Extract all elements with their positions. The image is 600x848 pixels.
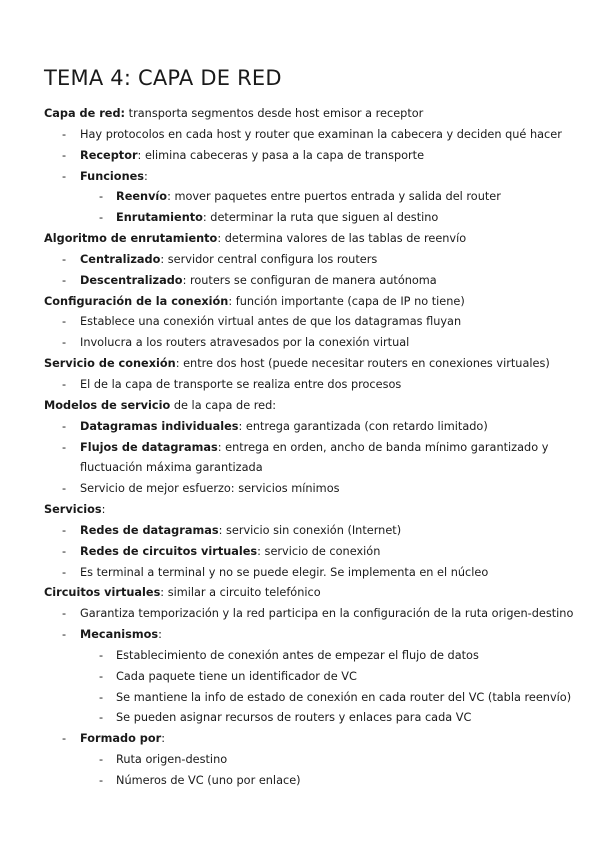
notes-body: [0, 104, 600, 792]
bullet-dash: -: [62, 565, 67, 579]
line-rest-text: Números de VC (uno por enlace): [116, 774, 301, 787]
bullet-item: [0, 187, 600, 208]
line-rest-text: Se mantiene la info de estado de conexión en cada router del VC (tabla reenvío): [116, 690, 572, 704]
line-rest-text: :: [158, 628, 162, 642]
bullet-item: [0, 417, 600, 438]
bold-term: Configuración de la conexión: [44, 294, 229, 308]
bullet-dash: -: [62, 419, 67, 433]
line-text: [80, 563, 488, 584]
line-text: [116, 688, 571, 709]
line-rest-text: :: [101, 503, 106, 517]
bullet-dash: -: [62, 523, 67, 537]
bullet-dash: -: [62, 440, 67, 454]
section-heading-line: [0, 354, 600, 375]
bold-term: Receptor: [80, 148, 138, 162]
line-text: [80, 438, 548, 459]
bold-term: Servicios: [44, 503, 102, 517]
bullet-item: [0, 438, 600, 459]
line-text: [80, 125, 562, 146]
line-rest-text: Establecimiento de conexión antes de empezar el flujo de datos: [116, 648, 479, 662]
line-rest-text: Es terminal a terminal y no se puede elegir. Se implementa en el núcleo: [80, 565, 489, 579]
bold-term: Reenvío: [116, 190, 168, 204]
section-heading-line: [0, 229, 600, 250]
line-rest-text: : determina valores de las tablas de reenvío: [217, 232, 467, 246]
line-text: [80, 333, 409, 354]
bullet-dash: -: [62, 148, 67, 162]
bold-term: Descentralizado: [80, 273, 183, 287]
line-text: [80, 479, 340, 500]
bullet-dash: -: [62, 482, 67, 496]
bullet-item: [0, 146, 600, 167]
bullet-item: [0, 625, 600, 646]
bold-term: Datagramas individuales: [80, 419, 239, 433]
bullet-item: [0, 604, 600, 625]
bold-term: Redes de circuitos virtuales: [80, 544, 258, 558]
bullet-dash: -: [99, 211, 104, 225]
line-text: [44, 354, 550, 375]
line-text: [44, 396, 276, 417]
bold-term: Redes de datagramas: [80, 523, 219, 537]
section-heading-line: [0, 396, 600, 417]
page-title: TEMA 4: CAPA DE RED: [44, 66, 282, 90]
bullet-item: [0, 750, 600, 771]
line-rest-text: : servicio de conexión: [257, 544, 381, 558]
line-text: [116, 667, 357, 688]
line-text: [44, 500, 105, 521]
bullet-item: [0, 167, 600, 188]
bullet-dash: -: [62, 628, 67, 642]
bullet-item: [0, 333, 600, 354]
line-text: [80, 312, 461, 333]
bullet-item: [0, 312, 600, 333]
line-text: [80, 542, 380, 563]
line-text: [80, 417, 488, 438]
line-rest-text: Involucra a los routers atravesados por la conexión virtual: [80, 336, 410, 350]
bullet-dash: -: [99, 774, 104, 787]
line-rest-text: Ruta origen-destino: [116, 753, 228, 767]
section-heading-line: [0, 500, 600, 521]
line-text: [116, 646, 479, 667]
line-text: [44, 229, 466, 250]
line-text: [44, 104, 423, 125]
bold-term: Flujos de datagramas: [80, 440, 218, 454]
line-rest-text: :: [144, 169, 148, 183]
line-rest-text: : entre dos host (puede necesitar routers en conexiones virtuales): [175, 357, 550, 371]
bullet-dash: -: [62, 377, 67, 391]
line-text: [80, 271, 437, 292]
bullet-item: [0, 375, 600, 396]
bullet-item: [0, 542, 600, 563]
line-rest-text: : entrega garantizada (con retardo limitado): [238, 419, 488, 433]
line-rest-text: Garantiza temporización y la red participa en la configuración de la ruta origen-destino: [80, 607, 574, 621]
line-text: [116, 708, 471, 729]
line-rest-text: : mover paquetes entre puertos entrada y salida del router: [167, 190, 501, 204]
bullet-dash: -: [99, 711, 104, 725]
line-rest-text: Hay protocolos en cada host y router que examinan la cabecera y deciden qué hacer: [80, 127, 562, 141]
bullet-dash: -: [62, 336, 67, 350]
line-rest-text: de la capa de red:: [170, 398, 277, 412]
bullet-item: [0, 458, 600, 479]
bullet-dash: -: [62, 732, 67, 746]
line-text: [80, 250, 377, 271]
line-rest-text: transporta segmentos desde host emisor a receptor: [125, 107, 424, 120]
bullet-item: [0, 563, 600, 584]
bullet-item: [0, 208, 600, 229]
bullet-dash: -: [99, 690, 104, 704]
line-rest-text: : routers se configuran de manera autónoma: [182, 273, 437, 287]
bullet-item: [0, 125, 600, 146]
bullet-item: [0, 729, 600, 750]
bullet-dash: -: [62, 607, 67, 621]
line-text: [80, 625, 162, 646]
bullet-item: [0, 771, 600, 792]
bold-term: Circuitos virtuales: [44, 586, 161, 600]
bullet-item: [0, 479, 600, 500]
bullet-dash: -: [99, 669, 104, 683]
line-rest-text: Cada paquete tiene un identificador de VC: [116, 669, 357, 683]
bullet-item: [0, 667, 600, 688]
bold-term: Modelos de servicio: [44, 398, 171, 412]
line-rest-text: :: [161, 732, 165, 746]
bullet-dash: -: [99, 190, 104, 204]
bullet-item: [0, 708, 600, 729]
bold-term: Enrutamiento: [116, 211, 203, 225]
bold-term: Mecanismos: [80, 628, 159, 642]
line-text: [80, 729, 165, 750]
bold-term: Centralizado: [80, 252, 161, 266]
bold-term: Capa de red:: [44, 107, 126, 120]
line-rest-text: : similar a circuito telefónico: [160, 586, 321, 600]
line-text: [116, 750, 227, 771]
line-rest-text: : servicio sin conexión (Internet): [218, 523, 402, 537]
line-text: [44, 583, 321, 604]
line-text: [116, 771, 301, 792]
bullet-dash: -: [62, 252, 67, 266]
line-text: [116, 208, 438, 229]
bullet-dash: -: [62, 544, 67, 558]
line-text: [80, 458, 263, 479]
line-text: [44, 292, 465, 313]
bullet-dash: -: [62, 127, 67, 141]
bold-term: Algoritmo de enrutamiento: [44, 232, 218, 246]
bold-term: Formado por: [80, 732, 162, 746]
section-heading-line: [0, 292, 600, 313]
bullet-item: [0, 688, 600, 709]
line-text: [80, 521, 401, 542]
bullet-dash: -: [99, 648, 104, 662]
bullet-dash: -: [62, 273, 67, 287]
section-heading-line: [0, 104, 600, 125]
bullet-dash: -: [99, 753, 104, 767]
line-text: [80, 375, 401, 396]
line-text: [80, 604, 573, 625]
line-text: [116, 187, 501, 208]
bold-term: Servicio de conexión: [44, 357, 176, 371]
section-heading-line: [0, 583, 600, 604]
line-rest-text: Establece una conexión virtual antes de que los datagramas fluyan: [80, 315, 462, 329]
bullet-dash: -: [62, 169, 67, 183]
line-rest-text: fluctuación máxima garantizada: [80, 461, 263, 475]
bullet-dash: -: [62, 315, 67, 329]
line-rest-text: : servidor central configura los routers: [160, 252, 378, 266]
line-text: [80, 167, 148, 188]
bullet-item: [0, 271, 600, 292]
line-rest-text: El de la capa de transporte se realiza entre dos procesos: [80, 377, 402, 391]
line-rest-text: Se pueden asignar recursos de routers y enlaces para cada VC: [116, 711, 472, 725]
line-text: [80, 146, 424, 167]
bold-term: Funciones: [80, 169, 144, 183]
bullet-item: [0, 646, 600, 667]
line-rest-text: : elimina cabeceras y pasa a la capa de transporte: [137, 148, 425, 162]
line-rest-text: : determinar la ruta que siguen al destino: [202, 211, 439, 225]
line-rest-text: Servicio de mejor esfuerzo: servicios mínimos: [80, 482, 340, 496]
bullet-item: [0, 521, 600, 542]
line-rest-text: : entrega en orden, ancho de banda mínimo garantizado y: [217, 440, 549, 454]
line-rest-text: : función importante (capa de IP no tiene): [228, 294, 465, 308]
bullet-item: [0, 250, 600, 271]
